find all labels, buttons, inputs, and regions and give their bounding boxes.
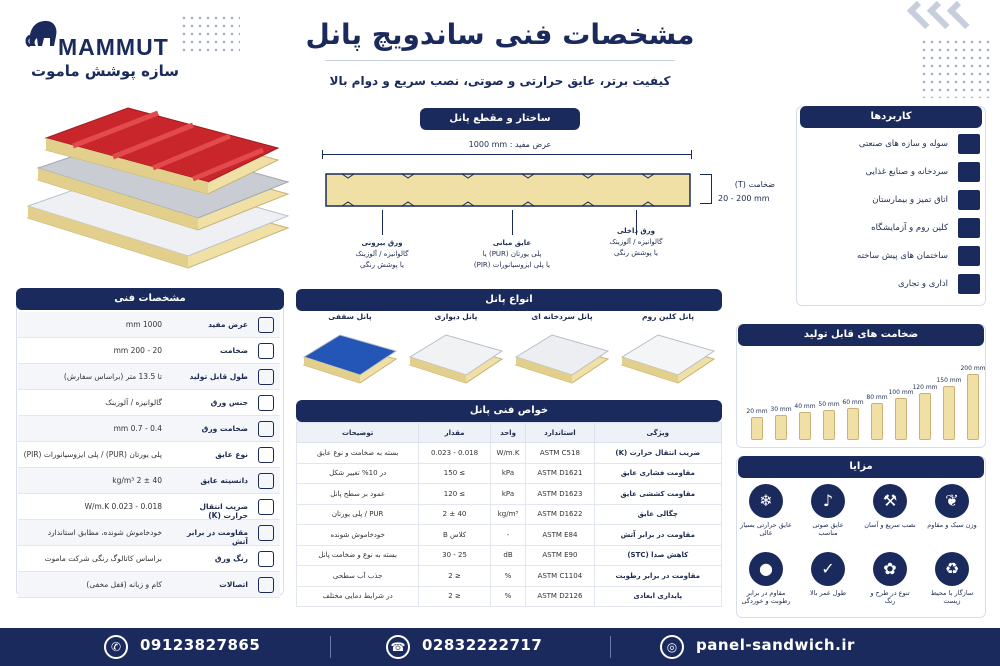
thickness-bar — [919, 393, 931, 440]
table-cell: ≤ 2 — [419, 586, 490, 607]
advantage-item — [802, 484, 854, 537]
width-label: 1000 mm : عرض مفید — [440, 140, 580, 149]
use-item — [820, 246, 980, 268]
footer-bar — [0, 628, 1000, 666]
panel-type-image — [512, 321, 612, 387]
thickness-bar — [799, 412, 811, 440]
thickness-bracket — [700, 174, 712, 204]
sound-icon: ♪ — [811, 484, 845, 518]
panel-type-item — [406, 312, 506, 392]
spec-value: کام و زبانه (قفل مخفی) — [86, 580, 162, 589]
table-row — [297, 586, 722, 607]
feather-icon: ❦ — [935, 484, 969, 518]
use-item — [820, 134, 980, 156]
panel-type-item — [618, 312, 718, 392]
thickness-label: 60 mm — [842, 398, 864, 406]
spec-icon — [258, 551, 274, 567]
use-item — [820, 162, 980, 184]
properties-header: خواص فنی پانل — [296, 400, 722, 422]
dot-pattern — [180, 14, 240, 54]
table-cell: در 10% تغییر شکل — [297, 463, 419, 484]
use-item — [820, 190, 980, 212]
outer-sheet-note: ورق بیرونی گالوانیزه / آلوزینک یا پوشش رنگی — [355, 239, 409, 269]
properties-table — [296, 422, 722, 607]
structure-header: ساختار و مقطع پانل — [420, 108, 580, 130]
table-cell: ASTM D1621 — [526, 463, 594, 484]
phone-number[interactable]: 09123827865 — [140, 636, 261, 654]
thickness-label: 100 mm — [888, 389, 914, 396]
panel-type-label: پانل کلین روم — [641, 312, 695, 321]
table-cell: ≥ 150 — [419, 463, 490, 484]
spec-value: خودخاموش شونده، مطابق استاندارد — [47, 528, 162, 537]
table-cell: مقاومت کششی عایق — [594, 484, 721, 505]
table-cell: ضریب انتقال حرارت (K) — [594, 443, 721, 464]
table-cell: kPa — [490, 484, 526, 505]
spec-value: گالوانیزه / آلوزینک — [105, 398, 162, 407]
microscope-icon — [958, 218, 980, 238]
panel-types-header: انواع پانل — [296, 289, 722, 311]
spec-icon — [258, 577, 274, 593]
spec-label: ضخامت ورق — [201, 424, 248, 433]
table-header: مقدار — [419, 423, 490, 443]
thickness-bar — [895, 398, 907, 440]
spec-label: عرض مفید — [208, 320, 248, 329]
specs-header: مشخصات فنی — [16, 288, 284, 310]
table-cell: ASTM D1623 — [526, 484, 594, 505]
table-cell: چگالی عایق — [594, 504, 721, 525]
spec-icon — [258, 369, 274, 385]
spec-value: تا 13.5 متر (براساس سفارش) — [63, 372, 162, 381]
advantage-label: طول عمر بالا — [809, 589, 847, 597]
factory-icon — [958, 134, 980, 154]
leader-line — [512, 210, 513, 235]
advantage-label: سازگار با محیط زیست — [930, 589, 974, 605]
advantage-item — [926, 552, 978, 605]
thickness-range: 20 - 200 mm — [718, 194, 770, 203]
table-header: توضیحات — [297, 423, 419, 443]
use-label: اتاق تمیز و بیمارستان — [872, 195, 948, 205]
spec-label: طول قابل تولید — [189, 372, 248, 381]
table-cell: بسته به ضخامت و نوع عایق — [297, 443, 419, 464]
spec-row — [18, 520, 280, 546]
panel-type-item — [300, 312, 400, 392]
spec-value: پلی یورتان (PUR) / پلی ایزوسیانورات (PIR) — [23, 450, 162, 459]
thermometer-icon: ❄ — [749, 484, 783, 518]
divider — [325, 60, 675, 61]
table-cell: ASTM E90 — [526, 545, 594, 566]
spec-row — [18, 338, 280, 364]
leader-line — [382, 210, 383, 235]
uses-header: کاربردها — [800, 106, 982, 128]
panel-type-image — [406, 321, 506, 387]
drop-icon: ● — [749, 552, 783, 586]
table-cell: ASTM D2126 — [526, 586, 594, 607]
panel-stack-image — [18, 98, 303, 278]
table-row — [297, 443, 722, 464]
spec-row — [18, 572, 280, 598]
panel-type-image — [300, 321, 400, 387]
table-cell: مقاومت در برابر رطوبت — [594, 566, 721, 587]
thickness-label: ضخامت (T) — [734, 180, 775, 189]
spec-row — [18, 312, 280, 338]
table-cell: ≥ 120 — [419, 484, 490, 505]
table-cell: در شرایط دمایی مختلف — [297, 586, 419, 607]
table-cell: مقاومت فشاری عایق — [594, 463, 721, 484]
office-icon — [958, 274, 980, 294]
spec-icon — [258, 447, 274, 463]
advantage-label: عایق حرارتی بسیار عالی — [740, 521, 792, 537]
use-label: سوله و سازه های صنعتی — [858, 139, 948, 149]
table-cell: % — [490, 566, 526, 587]
spec-label: رنگ ورق — [214, 554, 248, 563]
advantage-item — [740, 484, 792, 537]
thickness-bar — [943, 386, 955, 440]
table-header: ویژگی — [594, 423, 721, 443]
spec-row — [18, 364, 280, 390]
spec-row — [18, 468, 280, 494]
spec-value: 20 - 200 mm — [113, 346, 162, 355]
table-cell: kg/m³ — [490, 504, 526, 525]
hospital-icon — [958, 190, 980, 210]
table-cell: - — [490, 525, 526, 546]
spec-label: اتصالات — [219, 580, 248, 589]
telephone-icon: ☎ — [386, 635, 410, 659]
advantage-item — [802, 552, 854, 597]
table-cell: ASTM C1104 — [526, 566, 594, 587]
advantage-item — [864, 552, 916, 605]
spec-value: براساس کاتالوگ رنگی شرکت ماموت — [44, 554, 162, 563]
table-cell: ASTM E84 — [526, 525, 594, 546]
panel-type-image — [618, 321, 718, 387]
use-label: سردخانه و صنایع غذایی — [865, 167, 948, 177]
table-cell: مقاومت در برابر آتش — [594, 525, 721, 546]
tools-icon: ⚒ — [873, 484, 907, 518]
page-title: مشخصات فنی ساندویچ پانل — [305, 18, 695, 51]
table-cell: کاهش صدا (STC) — [594, 545, 721, 566]
spec-icon — [258, 525, 274, 541]
advantage-item — [740, 552, 792, 605]
table-cell: 25 - 30 — [419, 545, 490, 566]
phone-icon: ✆ — [104, 635, 128, 659]
spec-icon — [258, 343, 274, 359]
advantage-item — [864, 484, 916, 529]
spec-row — [18, 390, 280, 416]
table-row — [297, 525, 722, 546]
thickness-bar — [967, 374, 979, 440]
advantage-label: عایق صوتی مناسب — [812, 521, 844, 537]
dot-pattern — [920, 38, 990, 98]
table-row — [297, 484, 722, 505]
chevron-decoration — [910, 2, 990, 28]
brand-name: MAMMUT — [58, 34, 169, 60]
table-row — [297, 504, 722, 525]
thickness-label: 200 mm — [960, 365, 986, 372]
building-icon — [958, 246, 980, 266]
brand-subtitle: سازه پوشش ماموت — [31, 62, 179, 80]
telephone-number[interactable]: 02832222717 — [422, 636, 543, 654]
thickness-label: 80 mm — [866, 393, 888, 401]
table-row — [297, 566, 722, 587]
table-cell: 40 ± 2 — [419, 504, 490, 525]
panel-cross-section — [322, 170, 694, 210]
snowflake-icon — [958, 162, 980, 182]
use-label: کلین روم و آزمایشگاه — [871, 223, 948, 233]
thickness-label: 50 mm — [818, 401, 840, 408]
spec-value: 0.4 - 0.7 mm — [113, 424, 162, 433]
recycle-icon: ♻ — [935, 552, 969, 586]
table-cell: dB — [490, 545, 526, 566]
spec-label: جنس ورق — [210, 398, 248, 407]
spec-label: ضریب انتقال حرارت (K) — [199, 502, 248, 520]
thickness-bar — [775, 415, 787, 440]
table-cell: PUR / پلی یورتان — [297, 504, 419, 525]
advantage-label: تنوع در طرح و رنگ — [870, 589, 910, 605]
spec-label: دانسیته عایق — [200, 476, 248, 485]
thickness-header: ضخامت های قابل تولید — [738, 324, 984, 346]
table-header: واحد — [490, 423, 526, 443]
spec-value: 1000 mm — [125, 320, 162, 329]
spec-label: ضخامت — [219, 346, 248, 355]
panel-type-label: پانل سقفی — [328, 312, 372, 321]
table-row — [297, 545, 722, 566]
table-cell: بسته به نوع و ضخامت پانل — [297, 545, 419, 566]
panel-type-label: پانل سردخانه ای — [531, 312, 593, 321]
spec-icon — [258, 499, 274, 515]
spec-icon — [258, 473, 274, 489]
spec-row — [18, 416, 280, 442]
thickness-label: 20 mm — [746, 408, 768, 416]
palette-icon: ✿ — [873, 552, 907, 586]
thickness-bar — [823, 410, 835, 440]
spec-value: 0.018 - 0.023 W/m.K — [84, 502, 162, 511]
thickness-label: 120 mm — [912, 384, 938, 392]
spec-row — [18, 546, 280, 572]
table-cell: پایداری ابعادی — [594, 586, 721, 607]
width-dimension — [322, 150, 692, 160]
panel-type-label: پانل دیواری — [434, 312, 478, 321]
mammoth-icon — [24, 16, 60, 50]
thickness-label: 150 mm — [936, 377, 962, 384]
spec-icon — [258, 421, 274, 437]
advantages-header: مزایا — [738, 456, 984, 478]
thickness-label: 40 mm — [794, 403, 816, 411]
thickness-label: 30 mm — [770, 405, 792, 413]
shield-icon: ✓ — [811, 552, 845, 586]
use-item — [820, 274, 980, 296]
table-cell: ≤ 2 — [419, 566, 490, 587]
inner-sheet-note: ورق داخلی گالوانیزه / آلوزینک یا پوشش رنگی — [609, 227, 663, 257]
table-cell: خودخاموش شونده — [297, 525, 419, 546]
use-label: ساختمان های پیش ساخته — [857, 251, 948, 261]
table-cell: W/m.K — [490, 443, 526, 464]
table-header: استاندارد — [526, 423, 594, 443]
panel-type-item — [512, 312, 612, 392]
spec-value: 40 ± 2 kg/m³ — [112, 476, 162, 485]
advantage-label: وزن سبک و مقاوم — [927, 521, 977, 529]
table-cell: % — [490, 586, 526, 607]
thickness-bar — [751, 417, 763, 440]
table-cell: کلاس B — [419, 525, 490, 546]
thickness-bar — [847, 408, 859, 440]
brand-logo — [20, 12, 180, 84]
insulation-note: عایق میانی پلی یورتان (PUR) یا یا پلی ایزوسیانورات (PIR) — [473, 239, 551, 269]
website-link[interactable]: panel-sandwich.ir — [696, 636, 855, 654]
advantage-label: مقاوم در برابر رطوبت و خوردگی — [741, 589, 791, 605]
table-cell: kPa — [490, 463, 526, 484]
table-cell: جذب آب سطحی — [297, 566, 419, 587]
table-row — [297, 463, 722, 484]
advantage-label: نصب سریع و آسان — [864, 521, 916, 529]
globe-icon: ◎ — [660, 635, 684, 659]
spec-label: مقاومت در برابر آتش — [186, 528, 248, 546]
use-label: اداری و تجاری — [898, 279, 948, 289]
table-cell: عمود بر سطح پانل — [297, 484, 419, 505]
spec-icon — [258, 317, 274, 333]
thickness-bar — [871, 403, 883, 440]
table-cell: ASTM C518 — [526, 443, 594, 464]
spec-label: نوع عایق — [215, 450, 248, 459]
tagline: کیفیت برتر، عایق حرارتی و صوتی، نصب سریع و دوام بالا — [329, 74, 671, 88]
spec-icon — [258, 395, 274, 411]
table-cell: ASTM D1622 — [526, 504, 594, 525]
spec-row — [18, 494, 280, 520]
advantage-item — [926, 484, 978, 529]
table-cell: 0.018 - 0.023 — [419, 443, 490, 464]
use-item — [820, 218, 980, 240]
spec-row — [18, 442, 280, 468]
